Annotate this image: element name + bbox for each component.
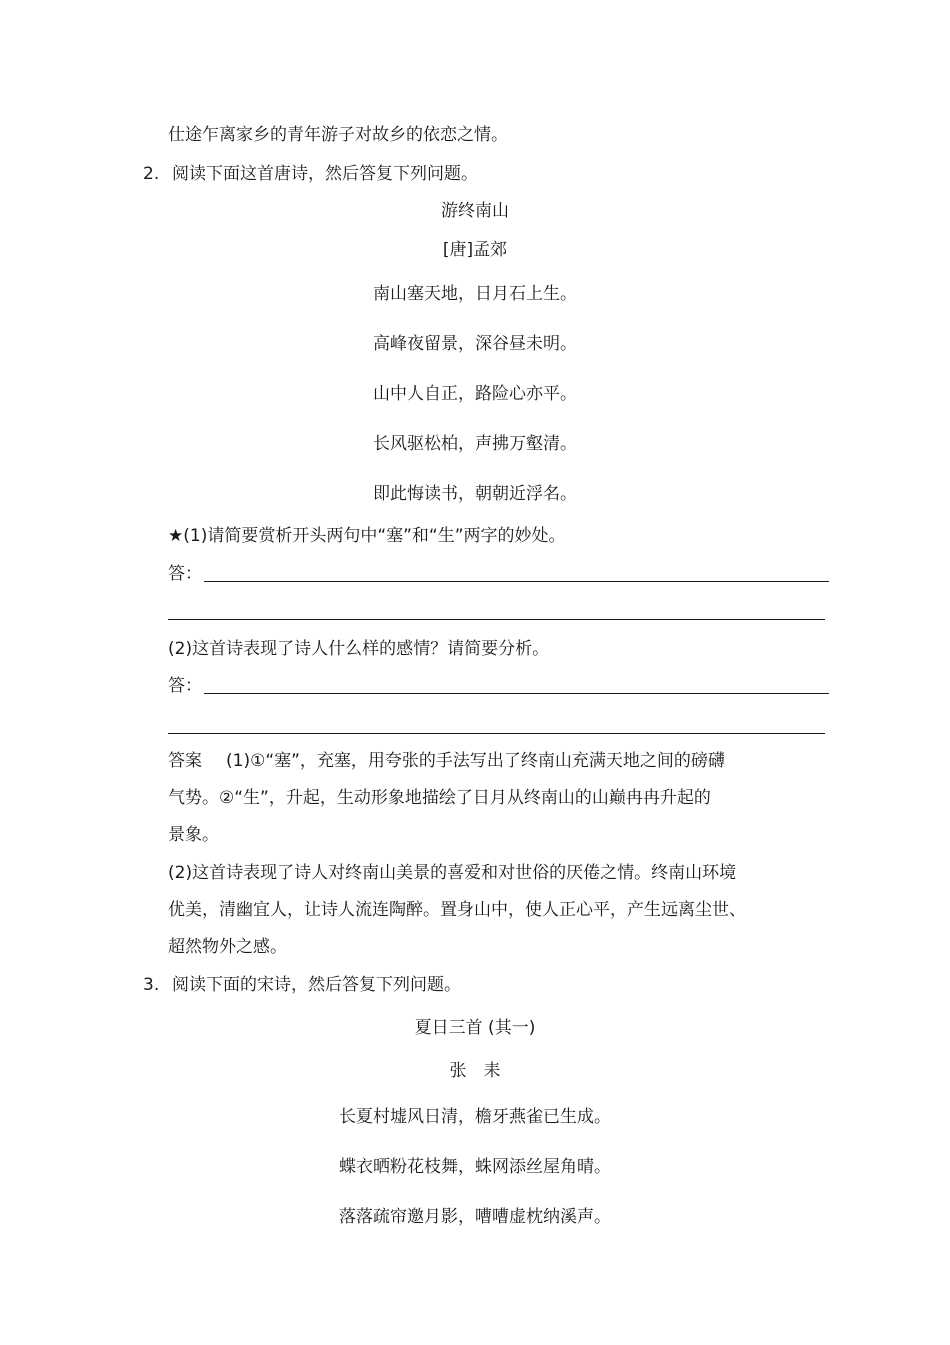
poem-line: 山中人自正，路险心亦平。 [373,384,577,404]
poem-line: 长夏村墟风日清，檐牙燕雀已生成。 [339,1107,611,1127]
answer-prefix: 答： [168,564,202,584]
poem-author: [唐]孟郊 [442,240,508,260]
answer-blank-line[interactable] [204,581,829,582]
answer-line [168,750,725,772]
poem-line: 高峰夜留景，深谷昼未明。 [373,334,577,354]
question-3-number: 3. [143,975,160,995]
answer-line: 优美，清幽宜人，让诗人流连陶醉。置身山中，使人正心平，产生远离尘世、 [168,900,746,920]
answer-line: 景象。 [168,825,219,845]
question-3-prompt: 阅读下面的宋诗，然后答复下列问题。 [172,975,461,995]
answer-line: 气势。②“生”，升起，生动形象地描绘了日月从终南山的山巅冉冉升起的 [168,788,711,808]
answer-blank-line[interactable] [204,693,829,694]
poem-title: 夏日三首 (其一) [414,1018,536,1038]
poem-line: 蝶衣晒粉花枝舞，蛛网添丝屋角晴。 [339,1157,611,1177]
answer-blank-line[interactable] [168,619,825,620]
poem-line: 长风驱松柏，声拂万壑清。 [373,434,577,454]
answer-blank-line[interactable] [168,733,825,734]
answer-prefix: 答： [168,676,202,696]
poem-line: 即此悔读书，朝朝近浮名。 [373,484,577,504]
sub-question-2: (2)这首诗表现了诗人什么样的感情？请简要分析。 [168,639,550,659]
poem-line: 落落疏帘邀月影，嘈嘈虚枕纳溪声。 [339,1207,611,1227]
poem-line: 南山塞天地，日月石上生。 [373,284,577,304]
poem-title: 游终南山 [441,201,509,221]
answer-text: (1)①“塞”，充塞，用夸张的手法写出了终南山充满天地之间的磅礴 [226,751,725,771]
answer-line: 超然物外之感。 [168,937,287,957]
poem-author: 张 耒 [449,1061,501,1081]
question-2-number: 2. [143,164,160,184]
answer-line: (2)这首诗表现了诗人对终南山美景的喜爱和对世俗的厌倦之情。终南山环境 [168,863,737,883]
previous-answer-tail: 仕途乍离家乡的青年游子对故乡的依恋之情。 [168,125,508,145]
sub-question-1: ★(1)请简要赏析开头两句中“塞”和“生”两字的妙处。 [168,526,566,546]
question-2-prompt: 阅读下面这首唐诗，然后答复下列问题。 [172,164,478,184]
answer-label: 答案 [168,751,202,771]
